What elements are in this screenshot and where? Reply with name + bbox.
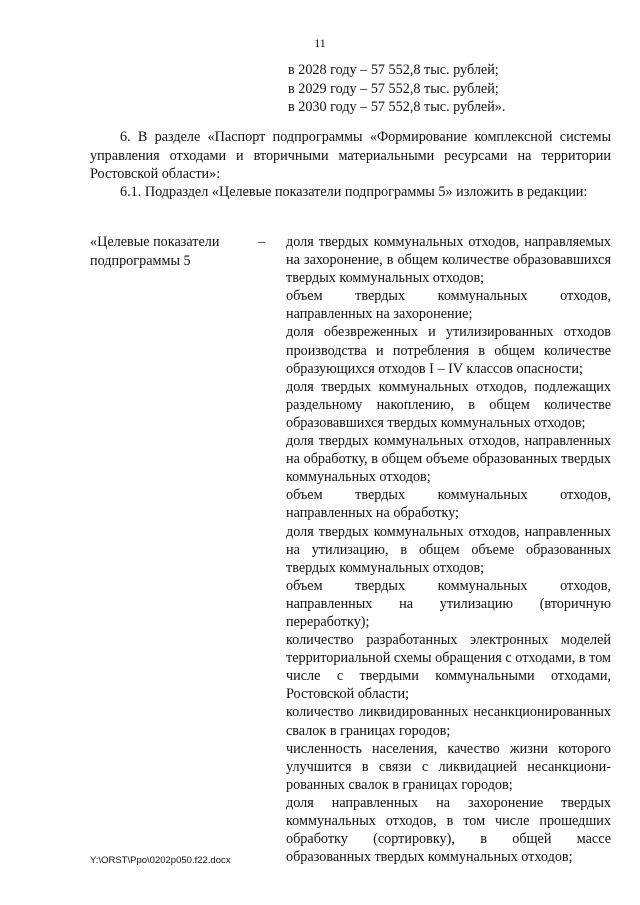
indicator-item: численность населения, качество жизни которого улучшится в связи с ликвидацией несанкционированных свалок в границах городов;: [286, 740, 611, 793]
label-dash: –: [258, 234, 266, 250]
indicator-item: количество ликвидированных несанкционированных свалок в границах городов;: [286, 704, 611, 739]
budget-line-2030: в 2030 году – 57 552,8 тыс. рублей».: [288, 99, 506, 115]
indicator-list: [286, 233, 611, 866]
target-indicators-label: «Целевые показатели подпрограммы 5: [90, 234, 220, 269]
indicator-item: количество разработанных электронных моделей территориальной схемы обращения с отходами, в том числе с твердыми коммунальными отходами, Ростовской области;: [286, 632, 611, 703]
budget-line-2028: в 2028 году – 57 552,8 тыс. рублей;: [288, 62, 499, 78]
budget-line-2029: в 2029 году – 57 552,8 тыс. рублей;: [288, 80, 499, 97]
indicator-item: доля обезвреженных и утилизированных отходов производства и потребления в общем количестве образующихся отходов I – IV классов опасности;: [286, 324, 611, 377]
indicator-item: доля твердых коммунальных отходов, направленных на утилизацию, в общем объеме образованных твердых коммунальных отходов;: [286, 523, 611, 576]
indicator-item: объем твердых коммунальных отходов, направленных на захоронение;: [286, 288, 611, 323]
section-6-1-paragraph: 6.1. Подраздел «Целевые показатели подпрограммы 5» изложить в редакции:: [120, 184, 588, 200]
indicator-item: доля твердых коммунальных отходов, направляемых на захоронение, в общем количестве образовавшихся твердых коммунальных отходов;: [286, 234, 611, 287]
indicator-item: доля твердых коммунальных отходов, подлежащих раздельному накоплению, в общем количестве образовавшихся твердых коммунальных отходов;: [286, 378, 611, 431]
budget-lines: [288, 61, 588, 117]
page-number: 11: [314, 36, 326, 50]
section-6-paragraph: 6. В разделе «Паспорт подпрограммы «Формирование комплексной системы управления отходами и вторичными материальными ресурсами на территории Ростовской области»:: [90, 129, 611, 182]
indicator-item: объем твердых коммунальных отходов, направленных на утилизацию (вторичную переработку);: [286, 577, 611, 630]
indicator-item: объем твердых коммунальных отходов, направленных на обработку;: [286, 487, 611, 522]
file-path-footer: Y:\ORST\Ppo\0202p050.f22.docx: [90, 855, 231, 866]
indicator-item: доля твердых коммунальных отходов, направленных на обработку, в общем объеме образованных твердых коммунальных отходов;: [286, 433, 611, 486]
indicator-item: доля направленных на захоронение твердых коммунальных отходов, в том числе прошедших обработку (сортировку), в общей массе образованных твердых коммунальных отходов;: [286, 794, 611, 866]
